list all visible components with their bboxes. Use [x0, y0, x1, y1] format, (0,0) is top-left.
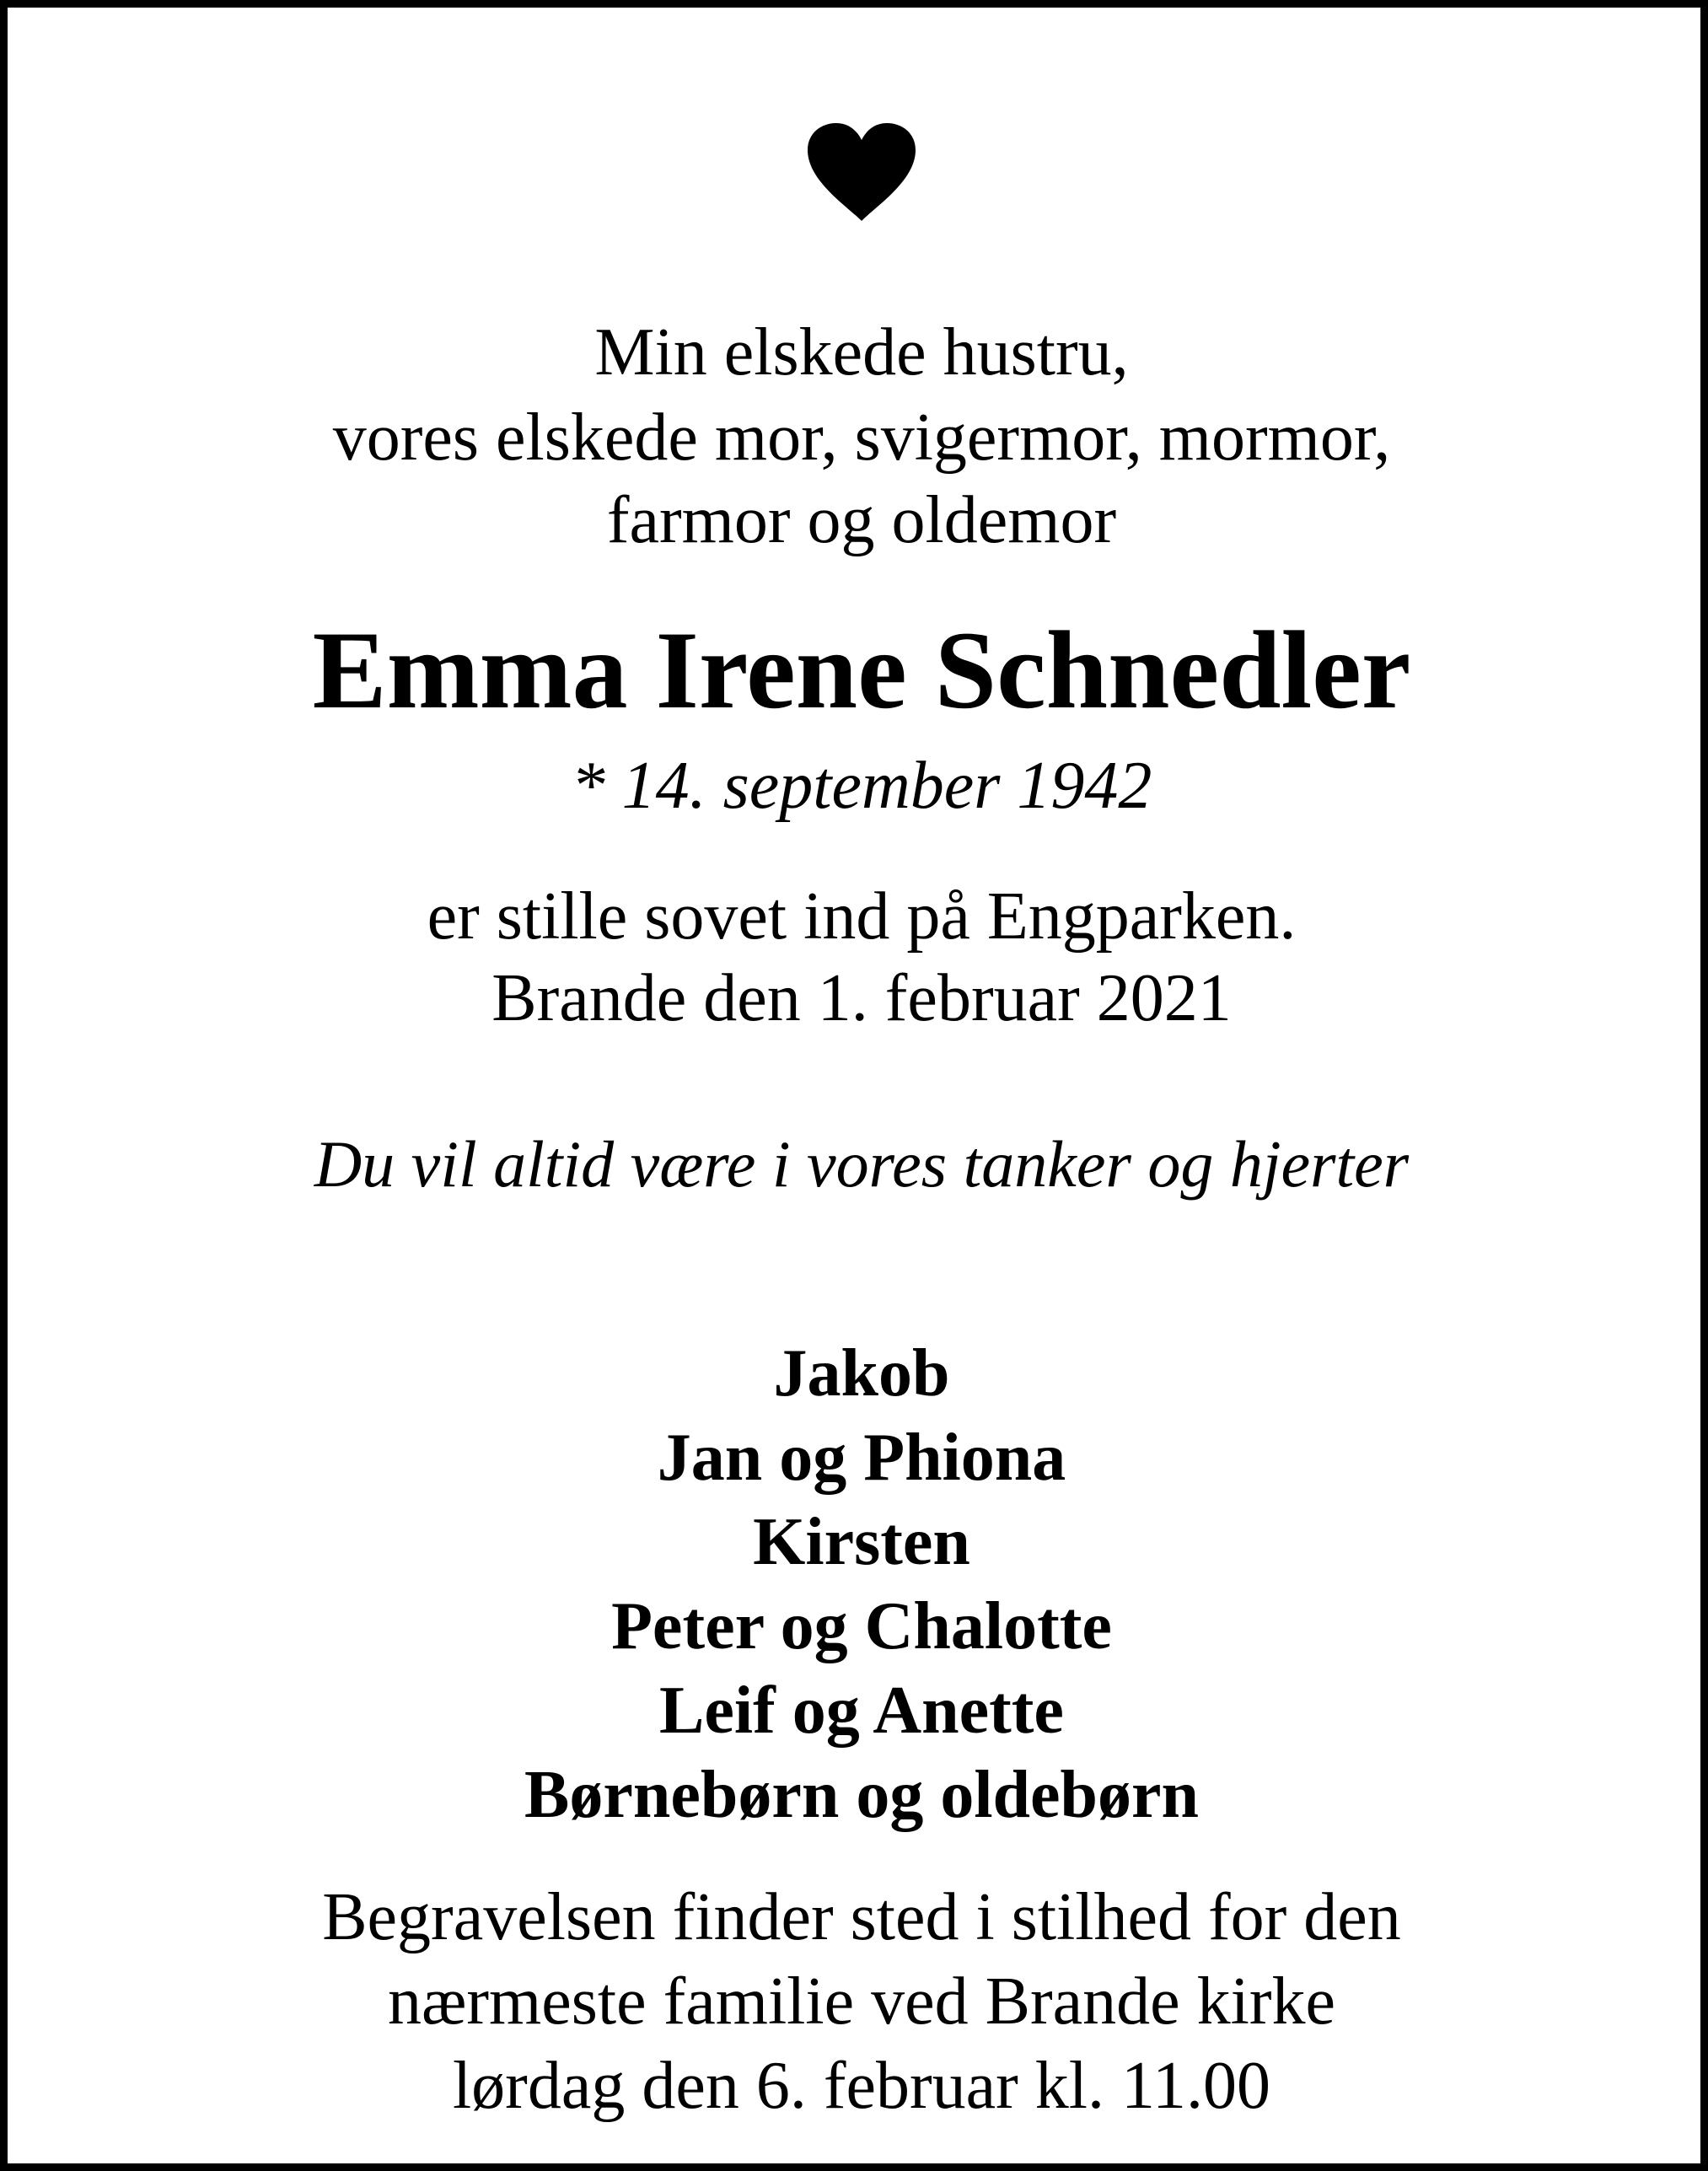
funeral-line-2: nærmeste familie ved Brande kirke — [387, 1964, 1336, 2039]
family-line-6: Børnebørn og oldebørn — [524, 1758, 1200, 1832]
passing-line-1: er stille sovet ind på Engparken. — [427, 879, 1297, 954]
heart-icon — [804, 121, 919, 223]
memorial-quote: Du vil altid være i vores tanker og hjerter — [314, 1127, 1410, 1201]
birth-date: * 14. september 1942 — [571, 749, 1152, 823]
funeral-line-3: lørdag den 6. februar kl. 11.00 — [452, 2049, 1271, 2123]
family-line-5: Leif og Anette — [659, 1674, 1064, 1748]
family-line-4: Peter og Chalotte — [611, 1589, 1112, 1663]
funeral-line-1: Begravelsen finder sted i stilhed for den — [322, 1880, 1401, 1954]
intro-line-1: Min elskede hustru, — [594, 315, 1129, 390]
passing-line-2: Brande den 1. februar 2021 — [491, 961, 1232, 1035]
intro-line-3: farmor og oldemor — [606, 483, 1117, 557]
deceased-name: Emma Irene Schnedler — [312, 608, 1411, 732]
family-line-2: Jan og Phiona — [657, 1421, 1066, 1495]
family-line-3: Kirsten — [753, 1505, 970, 1579]
intro-line-2: vores elskede mor, svigermor, mormor, — [332, 400, 1391, 475]
family-line-1: Jakob — [773, 1336, 950, 1411]
